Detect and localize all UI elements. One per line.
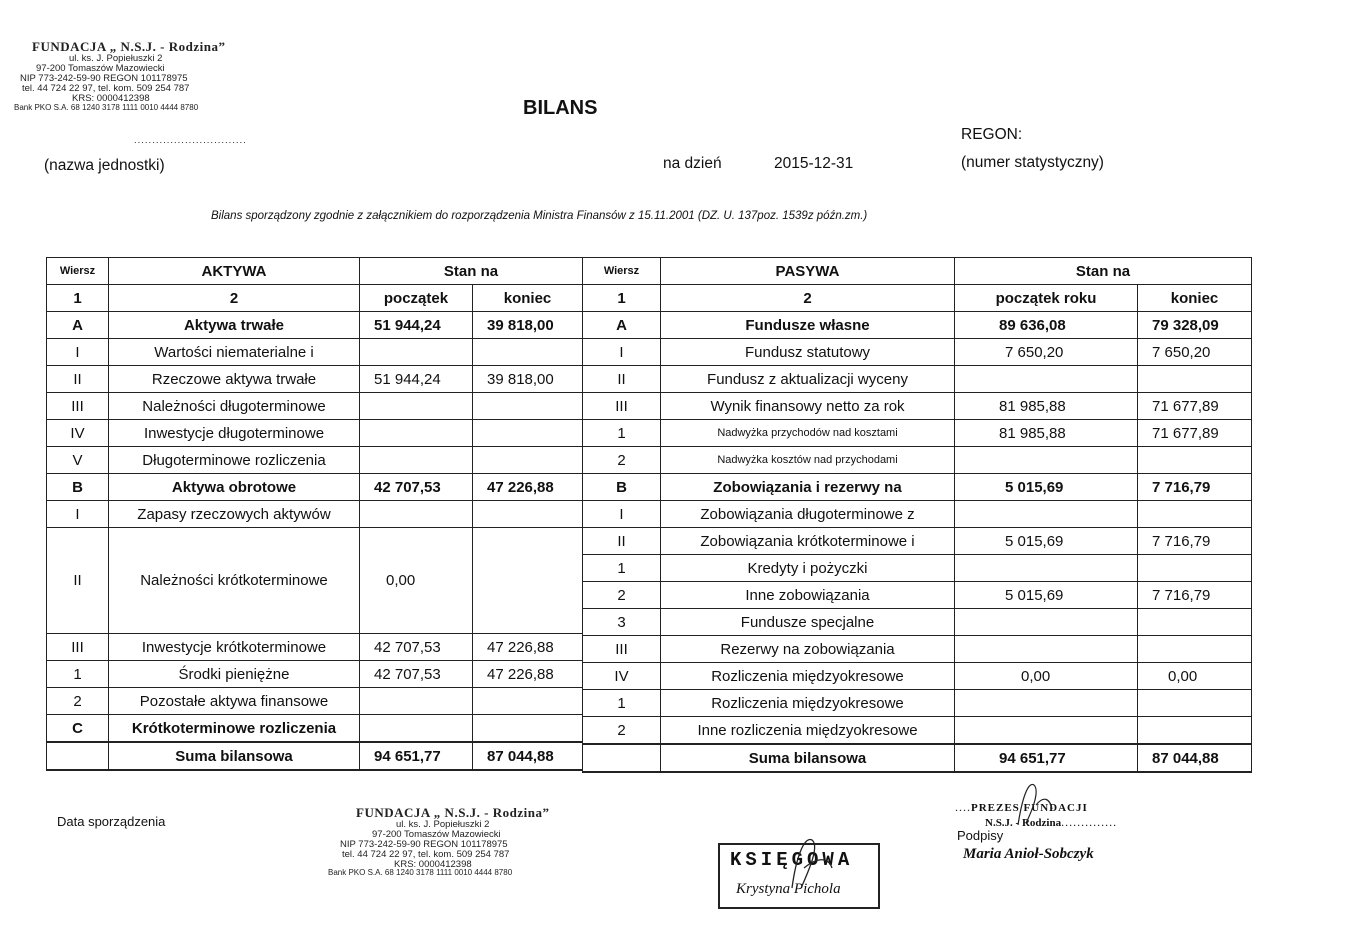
row-value-start [955,717,1138,745]
table-row [583,609,1252,636]
row-code: 1 [583,420,661,447]
row-code: 1 [583,690,661,717]
date-label: na dzień [663,155,722,172]
row-code: II [583,528,661,555]
row-value-start [360,447,473,474]
col-num-1: 1 [583,285,661,312]
row-code: 2 [47,688,109,715]
sum-value-end: 87 044,88 [473,742,583,770]
row-value-start: 51 944,24 [360,366,473,393]
sum-value-start: 94 651,77 [955,744,1138,772]
row-value-start [955,447,1138,474]
foundation-stamp-bottom [328,806,588,878]
table-row [583,393,1252,420]
row-code: V [47,447,109,474]
row-value-end [1138,555,1252,582]
row-code: II [47,528,109,634]
signatures-label: Podpisy [957,828,1004,843]
row-label: Wynik finansowy netto za rok [661,393,955,420]
row-value-end: 0,00 [1138,663,1252,690]
row-value-start [360,339,473,366]
page-title: BILANS [523,97,598,119]
table-row [583,420,1252,447]
row-value-end: 47 226,88 [473,634,583,661]
col-num-1: 1 [47,285,109,312]
row-code: 1 [47,661,109,688]
row-value-end [1138,501,1252,528]
row-value-end [473,528,583,634]
col-num-2: 2 [661,285,955,312]
table-row [47,688,583,715]
row-code: C [47,715,109,743]
stamp-line: 97-200 Tomaszów Mazowiecki [372,828,501,840]
sum-label: Suma bilansowa [109,742,360,770]
row-label: Inwestycje długoterminowe [109,420,360,447]
col-header-aktywa: AKTYWA [109,258,360,285]
sum-value-start: 94 651,77 [360,742,473,770]
row-label: Nadwyżka przychodów nad kosztami [661,420,955,447]
row-label: Fundusz z aktualizacji wyceny [661,366,955,393]
row-value-end [473,393,583,420]
assets-table [46,257,583,771]
row-value-start [955,366,1138,393]
row-code: I [583,501,661,528]
row-label: Kredyty i pożyczki [661,555,955,582]
row-code: III [47,393,109,420]
sum-row [583,744,1252,772]
col-header-poczatek-roku: początek roku [955,285,1138,312]
table-row [583,474,1252,501]
table-row [47,393,583,420]
row-value-end: 7 716,79 [1138,582,1252,609]
row-code: IV [583,663,661,690]
row-value-end: 47 226,88 [473,661,583,688]
row-value-end: 47 226,88 [473,474,583,501]
row-value-start [360,420,473,447]
row-value-end: 39 818,00 [473,312,583,339]
row-code: 2 [583,447,661,474]
sum-code-empty [583,744,661,772]
row-value-end [473,420,583,447]
table-row [583,636,1252,663]
stamp-line: tel. 44 724 22 97, tel. kom. 509 254 787 [22,82,190,94]
accountant-name: Krystyna Pichola [736,881,841,897]
row-value-start [360,501,473,528]
row-value-start [955,501,1138,528]
stamp-line: KRS: 0000412398 [72,92,150,104]
row-code: 2 [583,582,661,609]
row-value-end [473,339,583,366]
accountant-stamp-title: KSIĘGOWA [730,849,854,871]
row-label: Zapasy rzeczowych aktywów [109,501,360,528]
row-value-start: 0,00 [955,663,1138,690]
col-header-stan-na: Stan na [360,258,583,285]
table-row [47,528,583,634]
row-value-end [473,688,583,715]
row-value-end: 7 716,79 [1138,528,1252,555]
table-row [583,366,1252,393]
row-code: 3 [583,609,661,636]
row-label: Krótkoterminowe rozliczenia [109,715,360,743]
row-value-end [1138,636,1252,663]
row-label: Należności krótkoterminowe [109,528,360,634]
table-row [47,447,583,474]
row-code: 1 [583,555,661,582]
row-label: Wartości niematerialne i [109,339,360,366]
row-value-start [955,690,1138,717]
president-org: N.S.J. - Rodzina.............. [985,815,1118,829]
row-label: Pozostałe aktywa finansowe [109,688,360,715]
table-row [47,474,583,501]
row-value-start [360,393,473,420]
row-value-start [360,688,473,715]
row-value-start: 42 707,53 [360,661,473,688]
row-value-end [473,447,583,474]
row-value-start: 42 707,53 [360,474,473,501]
row-value-start: 51 944,24 [360,312,473,339]
row-label: Fundusz statutowy [661,339,955,366]
row-value-end: 71 677,89 [1138,420,1252,447]
date-value: 2015-12-31 [774,155,854,172]
row-code: III [47,634,109,661]
row-value-start: 42 707,53 [360,634,473,661]
row-value-end [1138,366,1252,393]
accountant-signature [782,828,842,898]
row-code: III [583,636,661,663]
regon-label: REGON: [961,126,1023,143]
president-signature [1010,775,1060,835]
row-value-end: 71 677,89 [1138,393,1252,420]
row-label: Rozliczenia międzyokresowe [661,690,955,717]
row-label: Środki pieniężne [109,661,360,688]
table-row [583,663,1252,690]
row-value-start [955,555,1138,582]
table-row [47,634,583,661]
stamp-dots: ............................... [134,135,247,146]
row-label: Aktywa trwałe [109,312,360,339]
prepared-date-label: Data sporządzenia [57,814,166,829]
table-row [583,582,1252,609]
president-title-text: PREZES FUNDACJI [971,802,1088,814]
sum-row [47,742,583,770]
stamp-org-name: FUNDACJA „ N.S.J. - Rodzina” [32,39,226,54]
table-row [47,661,583,688]
row-label: Rzeczowe aktywa trwałe [109,366,360,393]
row-value-end: 7 716,79 [1138,474,1252,501]
sum-code-empty [47,742,109,770]
foundation-stamp-top [14,39,284,146]
row-value-end: 39 818,00 [473,366,583,393]
col-header-wiersz: Wiersz [583,258,661,285]
row-code: I [583,339,661,366]
table-row [583,690,1252,717]
table-row [583,501,1252,528]
row-code: II [583,366,661,393]
stamp-line: KRS: 0000412398 [394,858,472,870]
stamp-line: NIP 773-242-59-90 REGON 101178975 [20,72,188,84]
col-num-2: 2 [109,285,360,312]
row-code: III [583,393,661,420]
row-code: B [47,474,109,501]
row-value-start: 5 015,69 [955,582,1138,609]
row-value-start [955,636,1138,663]
table-row [583,555,1252,582]
row-label: Aktywa obrotowe [109,474,360,501]
row-value-end [1138,717,1252,745]
row-value-start: 81 985,88 [955,420,1138,447]
row-label: Inne zobowiązania [661,582,955,609]
col-header-wiersz: Wiersz [47,258,109,285]
row-code: 2 [583,717,661,745]
table-row [583,528,1252,555]
table-row [47,366,583,393]
sum-value-end: 87 044,88 [1138,744,1252,772]
row-value-end [473,501,583,528]
row-label: Zobowiązania i rezerwy na [661,474,955,501]
stamp-line: NIP 773-242-59-90 REGON 101178975 [340,838,508,850]
col-header-poczatek: początek [360,285,473,312]
stamp-line: Bank PKO S.A. 68 1240 3178 1111 0010 4444 8780 [328,868,513,878]
row-value-end [473,715,583,743]
table-row [583,447,1252,474]
table-row [47,312,583,339]
row-value-end: 79 328,09 [1138,312,1252,339]
col-header-stan-na: Stan na [955,258,1252,285]
sum-label: Suma bilansowa [661,744,955,772]
table-row [583,312,1252,339]
row-label: Długoterminowe rozliczenia [109,447,360,474]
president-org-text: N.S.J. - Rodzina [985,817,1062,829]
legal-basis-note: Bilans sporządzony zgodnie z załącznikiem do rozporządzenia Ministra Finansów z 15.11.2001 (DZ. U. 137poz. 1539z późn.zm.) [211,210,868,222]
row-value-end: 7 650,20 [1138,339,1252,366]
regon-sublabel: (numer statystyczny) [961,154,1104,171]
row-label: Inne rozliczenia międzyokresowe [661,717,955,745]
row-value-start: 89 636,08 [955,312,1138,339]
table-row [583,717,1252,745]
stamp-line [14,103,284,113]
row-value-end [1138,609,1252,636]
entity-label: (nazwa jednostki) [44,157,165,174]
row-code: A [47,312,109,339]
row-label: Nadwyżka kosztów nad przychodami [661,447,955,474]
row-label: Należności długoterminowe [109,393,360,420]
row-label: Rezerwy na zobowiązania [661,636,955,663]
row-code: I [47,501,109,528]
row-value-end [1138,690,1252,717]
row-value-end [1138,447,1252,474]
row-code: B [583,474,661,501]
president-name: Maria Anioł-Sobczyk [963,846,1094,862]
row-label: Zobowiązania krótkoterminowe i [661,528,955,555]
col-header-pasywa: PASYWA [661,258,955,285]
liabilities-table [582,257,1252,773]
col-header-koniec: koniec [473,285,583,312]
table-row [47,420,583,447]
row-value-start: 81 985,88 [955,393,1138,420]
row-value-start: 7 650,20 [955,339,1138,366]
row-label: Fundusze własne [661,312,955,339]
row-label: Zobowiązania długoterminowe z [661,501,955,528]
stamp-line: 97-200 Tomaszów Mazowiecki [36,62,165,74]
stamp-line: ul. ks. J. Popiełuszki 2 [396,818,490,830]
col-header-koniec: koniec [1138,285,1252,312]
table-row [583,339,1252,366]
stamp-org-name: FUNDACJA „ N.S.J. - Rodzina” [356,805,550,820]
row-value-start [955,609,1138,636]
table-row [47,715,583,743]
row-code: A [583,312,661,339]
row-code: I [47,339,109,366]
row-label: Rozliczenia międzyokresowe [661,663,955,690]
row-code: IV [47,420,109,447]
stamp-bank-line: Bank PKO S.A. 68 1240 3178 1111 0010 4444 8780 [14,103,199,113]
row-value-start: 5 015,69 [955,474,1138,501]
row-value-start [360,715,473,743]
row-label: Inwestycje krótkoterminowe [109,634,360,661]
stamp-line: ul. ks. J. Popiełuszki 2 [69,52,163,64]
stamp-line: tel. 44 724 22 97, tel. kom. 509 254 787 [342,848,510,860]
table-row [47,339,583,366]
row-label: Fundusze specjalne [661,609,955,636]
row-value-start: 0,00 [360,528,473,634]
president-title: ....PREZES FUNDACJI [955,800,1088,814]
row-code: II [47,366,109,393]
row-value-start: 5 015,69 [955,528,1138,555]
table-row [47,501,583,528]
